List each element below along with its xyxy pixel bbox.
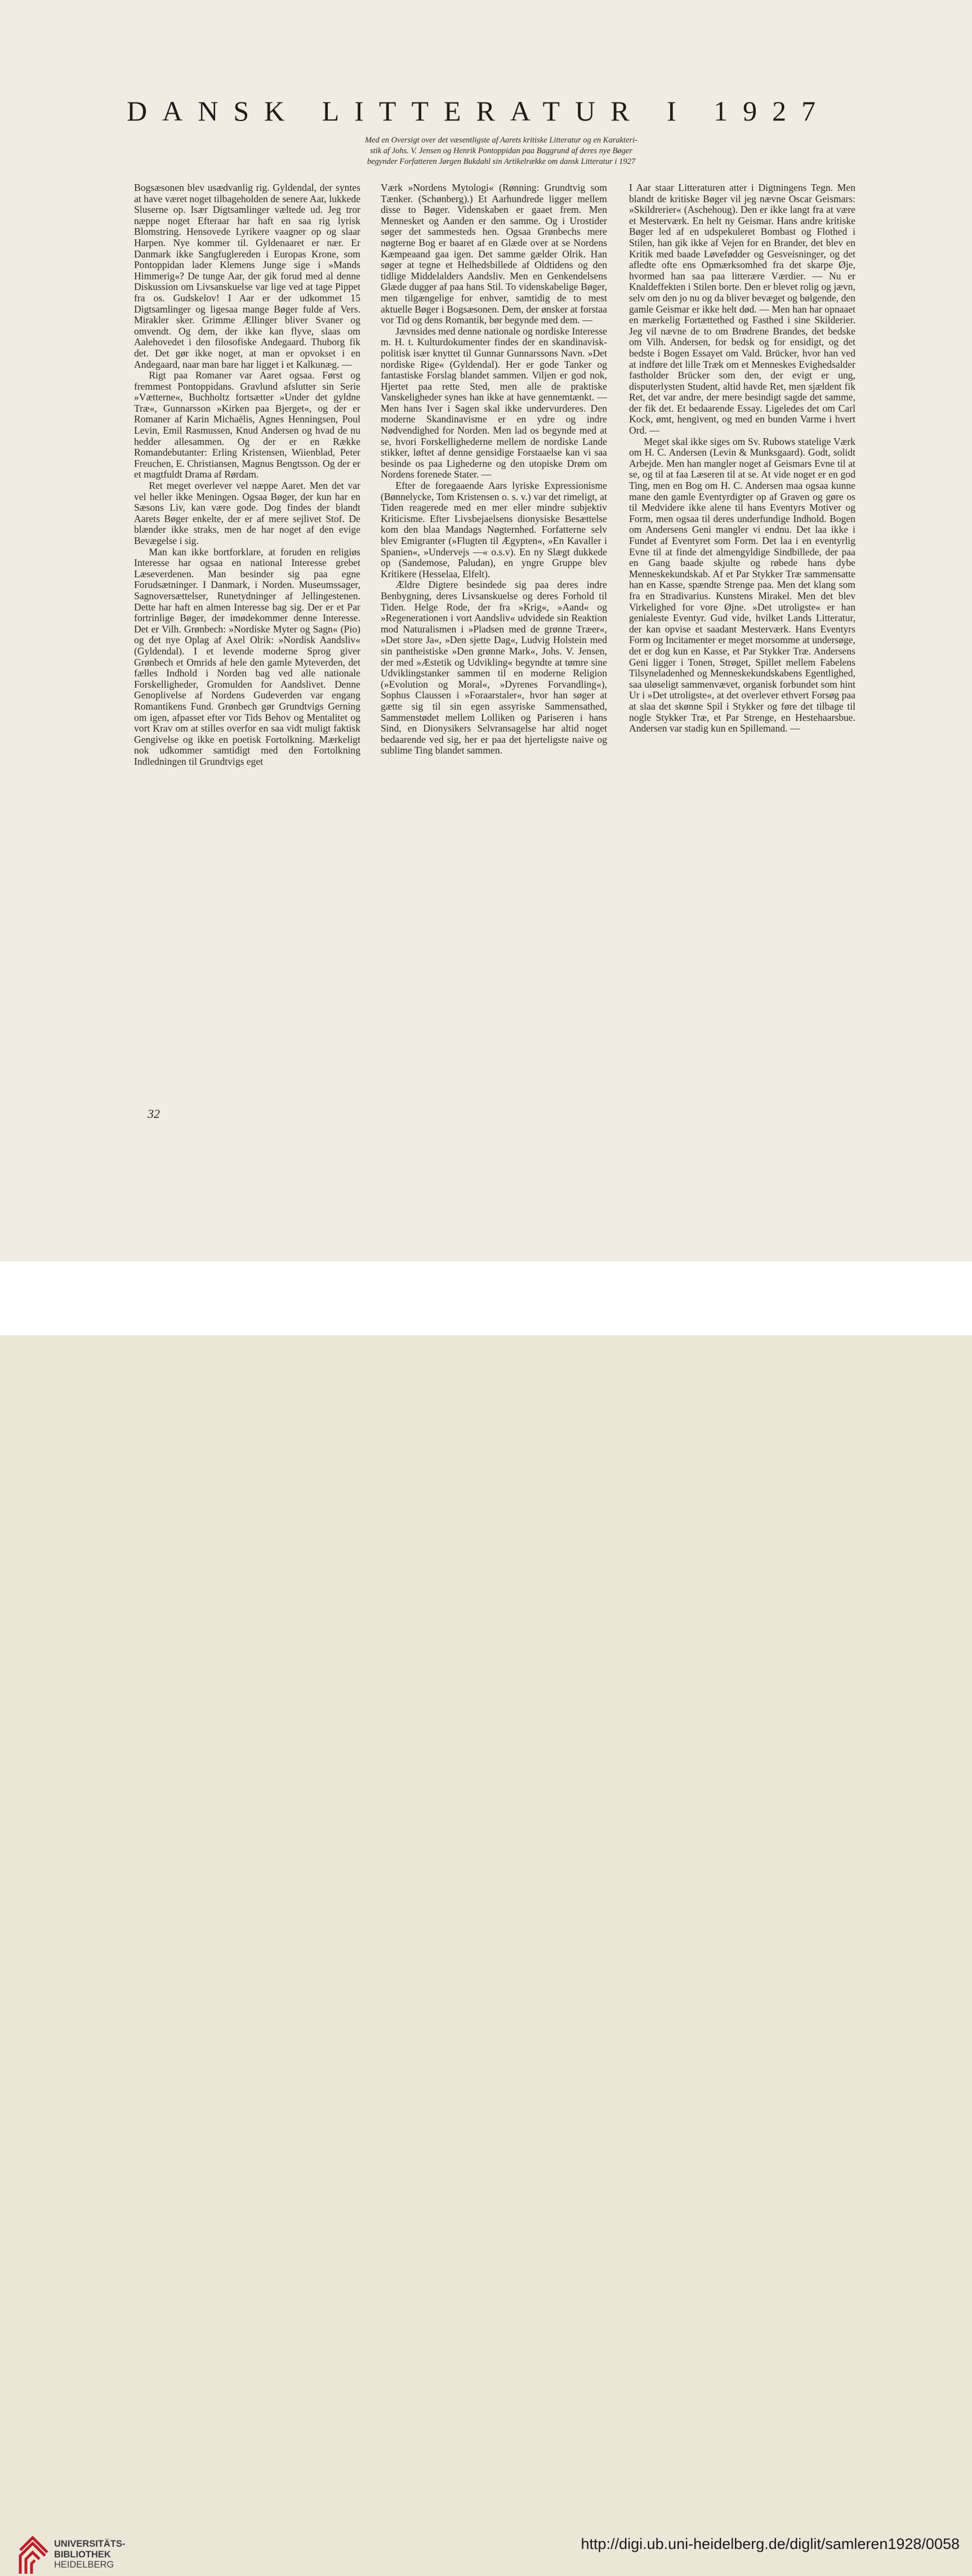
paragraph: Bogsæsonen blev usædvanlig rig. Gyldendal, der syntes at have været noget tilbageholden de senere Aar, lukkede Sluserne op. Især Digtsamlinger væltede ud. Jeg tror næppe noget Efteraar har haft en saa rig lyrisk Blomstring. Hensovede Lyrikere vaagner op og slaar Harpen. Nye kommer til. Gyldenaaret er nær. Er Danmark ikke Sangfuglereden i Europas Krone, som Pontoppidan lader Klemens Junge sige i »Mands Himmerig«? De tunge Aar, der gik forud med al denne Diskussion om Livsanskuelse var lige ved at tage Pippet fra os. Gudskelov! I Aar er der udkommet 15 Digtsamlinger og ligesaa mange Bøger fulde af Vers. Mirakler sker. Grimme Ællinger bliver Svaner og omvendt. Og dem, der ikke kan flyve, slaas om Aalehovedet i den filosofiske Andegaard. Thuborg fik det. Det gør ikke noget, at man er opvokset i en Andegaard, naar man bare har ligget i et Kalkunæg. — [134, 182, 360, 370]
subtitle-line: begynder Forfatteren Jørgen Bukdahl sin Artikelrække om dansk Litteratur i 1927 [367, 157, 636, 166]
library-name [54, 2539, 126, 2570]
library-name-line: UNIVERSITÄTS- [54, 2539, 126, 2549]
text-column-2 [381, 182, 607, 756]
paragraph: Rigt paa Romaner var Aaret ogsaa. Først og fremmest Pontoppidans. Gravlund afslutter sin Serie »Vætterne«, Buchholtz fortsætter »Under det gyldne Træ«, Gunnarsson »Kirken paa Bjerget«, og der er Romaner af Karin Michaëlis, Agnes Henningsen, Poul Levin, Emil Rasmussen, Knud Andersen og hvad de nu hedder allesammen. Og der er en Række Romandebutanter: Erling Kristensen, Wiienblad, Peter Freuchen, E. Christiansen, Magnus Bengtsson. Og der er et magtfuldt Drama af Rørdam. [134, 369, 360, 480]
library-logo-icon[interactable] [16, 2533, 51, 2576]
subtitle-line: Med en Oversigt over det væsentligste af Aarets kritiske Litteratur og en Karakteri- [364, 136, 638, 145]
paragraph: I Aar staar Litteraturen atter i Digtningens Tegn. Men blandt de kritiske Bøger vil jeg nævne Oscar Geismars: »Skildrerier« (Aschehoug). Den er ikke langt fra at være et Mesterværk. En helt ny Geismar. Hans andre kritiske Bøger led af en udspekuleret Bombast og Flothed i Stilen, han gik ikke af Vejen for en Brander, det blev en Kritik med baade Løvefødder og Gesveisninger, og det afledte ofte ens Opmærksomhed fra det skarpe Øje, hvormed han saa paa litterære Værdier. — Nu er Knaldeffekten i Stilen borte. Den er blevet rolig og jævn, selv om den jo nu og da bliver bevæget og bølgende, den gamle Geismar er ikke helt død. — Men han har opnaaet en mærkelig Fortættethed og Fasthed i sine Skilderier. Jeg vil nævne de to om Brødrene Brandes, det bedske om Vilh. Andersen, for bedsk og for ensidigt, og det bedste i Bogen Essayet om Vald. Brücker, hvor han ved at indføre det lille Træk om et Menneskes Evighedsalder fastholder Brücker som den, der evigt er ung, disputerlysten Student, altid havde Ret, men sjældent fik Ret, det var andre, der mere besindigt sagde det samme, der fik det. Et bedaarende Essay. Ligeledes det om Carl Kock, ømt, hengivent, og med en bunden Varme i hvert Ord. — [629, 182, 855, 436]
paragraph: Ret meget overlever vel næppe Aaret. Men det var vel heller ikke Meningen. Ogsaa Bøger, der kun har en Sæsons Liv, kan være gode. Dog findes der blandt Aarets Bøger enkelte, der er af mere sejlivet Stof. De blænder ikke straks, men de har noget af den evige Bevægelse i sig. [134, 480, 360, 546]
permalink-url[interactable]: http://digi.ub.uni-heidelberg.de/diglit/samleren1928/0058 [581, 2535, 960, 2552]
scanned-page [0, 0, 972, 1262]
paragraph: Ældre Digtere besindede sig paa deres indre Benbygning, deres Livsanskuelse og deres Forhold til Tiden. Helge Rode, der fra »Krig«, »Aand« og »Regenerationen i vort Aandsliv« udvidede sin Reaktion mod Naturalismen i »Pladsen med de grønne Træer«, »Det store Ja«, »Den sjette Dag«, Ludvig Holstein med sin pantheistiske »Den grønne Mark«, Johs. V. Jensen, der med »Æstetik og Udvikling« begyndte at tømre sine Udviklingstanker sammen til en moderne Religion (»Evolution og Moral«, »Dyrenes Forvandling«), Sophus Claussen i »Foraarstaler«, hvor han søger at gætte sig til sin egen assyriske Sammensathed, Sammenstødet mellem Lolliken og Pariseren i hans Sind, en Dionysikers Selvransagelse har altid noget bedaarende ved sig, her er paa det hjerteligste naive og sublime Ting blandet sammen. [381, 579, 607, 756]
article-subtitle [298, 135, 704, 167]
text-column-1 [134, 182, 360, 767]
library-footer [0, 1262, 972, 2570]
article-title: DANSK LITTERATUR I 1927 [127, 95, 831, 127]
subtitle-line: stik af Johs. V. Jensen og Henrik Pontoppidan paa Baggrund af deres nye Bøger [370, 146, 632, 155]
paragraph: Man kan ikke bortforklare, at foruden en religiøs Interesse har ogsaa en national Interesse grebet Læseverdenen. Man besinder sig paa egne Forudsætninger. I Danmark, i Norden. Museumssager, Sagnoversættelser, Runetydninger af Jellingestenen. Dette har haft en almen Interesse bag sig. Der er et Par fortrinlige Bøger, der imødekommer denne Interesse. Det er Vilh. Grønbech: »Nordiske Myter og Sagn« (Pio) og det nye Oplag af Axel Olrik: »Nordisk Aandsliv« (Gyldendal). I et levende moderne Sprog giver Grønbech et Omrids af hele den gamle Myteverden, det fælles Indhold i Norden bag ved alle nationale Forskelligheder, Gromulden for Aandslivet. Denne Genoplivelse af Nordens Gudeverden var engang Romantikens Fund. Grønbech gør Grundtvigs Gerning om igen, afpasset efter vor Tids Behov og Mentalitet og vort Krav om at stilles overfor en saa vidt muligt faktisk Gengivelse og ikke en poetisk Fortolkning. Mærkeligt nok udkommer samtidigt med den Fortolkning Indledningen til Grundtvigs eget [134, 546, 360, 767]
paragraph: Jævnsides med denne nationale og nordiske Interesse m. H. t. Kulturdokumenter findes der en skandinavisk-politisk især knyttet til Gunnar Gunnarssons Navn. »Det nordiske Rige« (Gyldendal). Her er gode Tanker og fantastiske Forslag blandet sammen. Viljen er god nok, Hjertet paa rette Sted, men alle de praktiske Vanskeligheder synes han ikke at have gennemtænkt. — Men hans Iver i Sagen skal ikke undervurderes. Den moderne Skandinavisme er en ydre og indre Nødvendighed for Norden. Men lad os begynde med at se, hvori Forskellighederne mellem de nordiske Lande stikker, løftet af denne gensidige Forstaaelse kan vi saa besinde os paa Lighederne og den utopiske Drøm om Nordens forenede Stater. — [381, 325, 607, 480]
page-number: 32 [148, 1107, 160, 1121]
text-column-3 [629, 182, 855, 734]
paragraph: Værk »Nordens Mytologi« (Rønning: Grundtvig som Tænker. (Schønberg).) Et Aarhundrede ligger mellem disse to Bøger. Videnskaben er gaaet frem. Men Mennesket og Aanden er den samme. Og i Urostider søger det sammesteds hen. Ogsaa Grønbechs mere nøgterne Bog er baaret af en Glæde over at se Nordens Kæmpeaand gaa igen. Det samme gælder Olrik. Han søger at tegne et Helhedsbillede af Oldtidens og den tidlige Middelalders Aandsliv. Men en Genkendelsens Glæde dugger af paa hans Stil. To videnskabelige Bøger, men tilgængelige for enhver, samtidig de to mest aktuelle Bøger i Bogsæsonen. Dem, der ønsker at forstaa vor Tid og dens Romantik, bør begynde med dem. — [381, 182, 607, 326]
library-name-line: HEIDELBERG [54, 2560, 114, 2570]
paragraph: Efter de foregaaende Aars lyriske Expressionisme (Bønnelycke, Tom Kristensen o. s. v.) var det rimeligt, at Tiden reagerede med en mer eller mindre subjektiv Kriticisme. Efter Livsbejaelsens dionysiske Besættelse kom den blaa Mandags Nøgternhed. Forfatterne selv blev Emigranter (»Flugten til Ægypten«, »En Kavaller i Spanien«, »Undervejs —« o.s.v). En ny Slægt dukkede op (Sandemose, Paludan), en yngre Gruppe blev Kritikere (Hesselaa, Elfelt). [381, 480, 607, 580]
paragraph: Meget skal ikke siges om Sv. Rubows statelige Værk om H. C. Andersen (Levin & Munksgaard). Godt, solidt Arbejde. Men han mangler noget af Geismars Evne til at se, og til at faa Læseren til at se. At vide noget er en god Ting, men en Bog om H. C. Andersen maa ogsaa kunne mane den gamle Eventyrdigter op af Graven og gøre os til Medvidere ikke alene til hans Eventyrs Motiver og Form, men ogsaa til deres underfundige Indhold. Bogen om Andersens Geni mangler vi endnu. Det laa ikke i Fundet af Eventyret som Form. Det laa i en eventyrlig Evne til at finde det almengyldige Sindbillede, der paa en Gang baade skjulte og røbede hans dybe Menneskekundskab. Af et Par Stykker Træ sammensatte han en Kasse, spændte Strenge paa. Men det klang som fra en Stradivarius. Kunstens Mirakel. Men det blev Virkelighed for vore Øjne. »Det utroligste« er han genialeste Eventyr. Gud vide, hvilket Lands Litteratur, der kan opvise et saadant Mesterværk. Hans Eventyrs Form og Incitamenter er meget morsomme at undersøge, det er dog kun en Kasse, et Par Stykker Træ. Andersens Geni ligger i Tonen, Strøget, Spillet mellem Fabelens Tilsyneladenhed og Menneskekundskabens Egentlighed, saa uløseligt sammenvævet, organisk forbundet som hint Ur i »Det utroligste«, at det overlever ethvert Forsøg paa at slaa det skønne Spil i Stykker og føre det tilbage til nogle Stykker Træ, et Par Strenge, en Hestehaarsbue. Andersen var stadig kun en Spillemand. — [629, 435, 855, 734]
library-name-line: BIBLIOTHEK [54, 2549, 111, 2560]
